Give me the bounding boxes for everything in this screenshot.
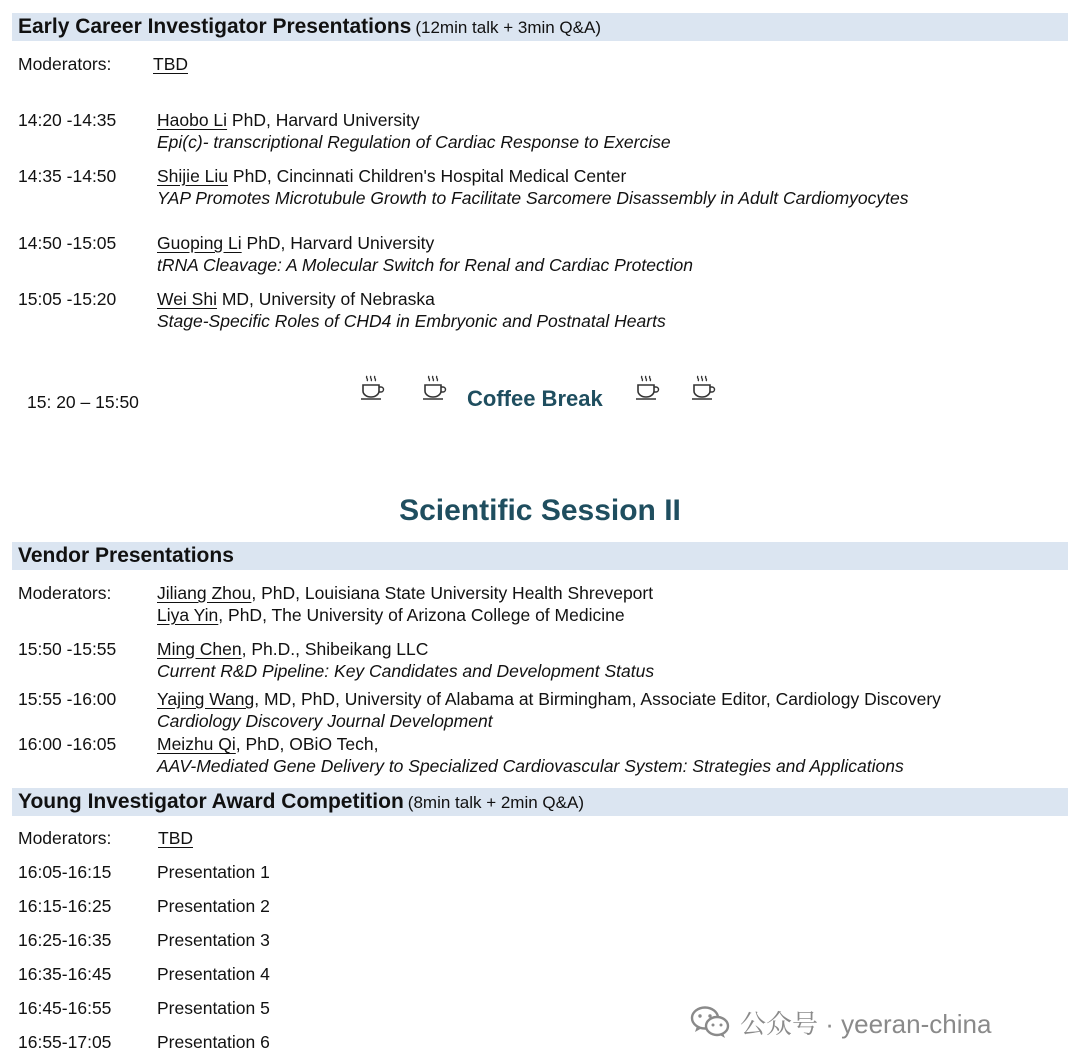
- talk-time: 16:35-16:45: [18, 964, 112, 984]
- talk-time: 16:25-16:35: [18, 930, 112, 950]
- talk-time: 15:55 -16:00: [18, 689, 117, 709]
- talk-time: 15:05 -15:20: [18, 289, 117, 309]
- young-investigator-note: (8min talk + 2min Q&A): [407, 793, 584, 812]
- speaker: [157, 289, 435, 310]
- moderator-name: Jiliang Zhou: [157, 583, 252, 603]
- talk-title: AAV-Mediated Gene Delivery to Specialized Cardiovascular System: Strategies and Applications: [157, 756, 904, 776]
- coffee-time: 15: 20 – 15:50: [27, 392, 139, 412]
- speaker-affiliation: , MD, PhD, University of Alabama at Birmingham, Associate Editor, Cardiology Discovery: [254, 689, 941, 709]
- speaker-affiliation: PhD, Harvard University: [227, 110, 420, 130]
- talk-title: tRNA Cleavage: A Molecular Switch for Renal and Cardiac Protection: [157, 255, 693, 275]
- presentation-label: Presentation 2: [157, 896, 270, 916]
- talk-time: 14:20 -14:35: [18, 110, 117, 130]
- speaker-name: Haobo Li: [157, 110, 228, 130]
- early-moderators-value: TBD: [153, 54, 188, 74]
- presentation-label: Presentation 4: [157, 964, 270, 984]
- session-title: Scientific Session II: [399, 494, 681, 527]
- early-career-title: [18, 15, 601, 39]
- coffee-cup-icon: [634, 374, 660, 404]
- coffee-cup-icon: [359, 374, 385, 404]
- coffee-cup-icon: [421, 374, 447, 404]
- speaker: [157, 689, 941, 710]
- young-investigator-title: [18, 790, 584, 814]
- talk-time: 14:35 -14:50: [18, 166, 117, 186]
- moderator-affiliation: , PhD, The University of Arizona College of Medicine: [218, 605, 625, 625]
- talk-time: 16:45-16:55: [18, 998, 112, 1018]
- early-moderators-label: Moderators:: [18, 54, 112, 74]
- presentation-label: Presentation 3: [157, 930, 270, 950]
- young-investigator-header: [12, 788, 1068, 816]
- talk-time: 16:55-17:05: [18, 1032, 112, 1052]
- moderator-affiliation: , PhD, Louisiana State University Health Shreveport: [251, 583, 654, 603]
- speaker-name: Wei Shi: [157, 289, 217, 309]
- moderator: [157, 605, 625, 626]
- speaker-name: Guoping Li: [157, 233, 242, 253]
- talk-title: Stage-Specific Roles of CHD4 in Embryonic and Postnatal Hearts: [157, 311, 666, 331]
- talk-time: 16:05-16:15: [18, 862, 112, 882]
- speaker-name: Meizhu Qi: [157, 734, 236, 754]
- speaker-name: Yajing Wang: [157, 689, 255, 709]
- moderator: [157, 583, 653, 604]
- young-moderators-value: TBD: [158, 828, 193, 848]
- early-career-header: [12, 13, 1068, 41]
- vendor-title: Vendor Presentations: [18, 544, 234, 567]
- speaker-affiliation: PhD, Cincinnati Children's Hospital Medical Center: [228, 166, 627, 186]
- speaker: [157, 639, 428, 660]
- coffee-cup-icon: [690, 374, 716, 404]
- early-career-note: (12min talk + 3min Q&A): [415, 18, 601, 37]
- talk-time: 14:50 -15:05: [18, 233, 117, 253]
- speaker: [157, 734, 378, 755]
- speaker-name: Ming Chen: [157, 639, 242, 659]
- talk-title: Current R&D Pipeline: Key Candidates and Development Status: [157, 661, 655, 681]
- talk-title: Epi(c)- transcriptional Regulation of Cardiac Response to Exercise: [157, 132, 671, 152]
- talk-time: 16:15-16:25: [18, 896, 112, 916]
- speaker-affiliation: , Ph.D., Shibeikang LLC: [241, 639, 429, 659]
- speaker: [157, 166, 626, 187]
- talk-time: 15:50 -15:55: [18, 639, 117, 659]
- watermark: [690, 1002, 991, 1042]
- young-investigator-title-text: Young Investigator Award Competition: [18, 790, 404, 813]
- speaker-affiliation: PhD, Harvard University: [241, 233, 435, 253]
- talk-time: 16:00 -16:05: [18, 734, 117, 754]
- presentation-label: Presentation 6: [157, 1032, 270, 1052]
- presentation-label: Presentation 1: [157, 862, 270, 882]
- talk-title: Cardiology Discovery Journal Development: [157, 711, 493, 731]
- coffee-break-title: Coffee Break: [467, 386, 603, 411]
- talk-title: YAP Promotes Microtubule Growth to Facilitate Sarcomere Disassembly in Adult Cardiomyocytes: [157, 188, 909, 208]
- speaker-name: Shijie Liu: [157, 166, 229, 186]
- early-career-title-text: Early Career Investigator Presentations: [18, 15, 412, 38]
- presentation-label: Presentation 5: [157, 998, 270, 1018]
- wechat-icon: [690, 1005, 730, 1039]
- vendor-header: [12, 542, 1068, 570]
- speaker: [157, 110, 420, 131]
- young-moderators-label: Moderators:: [18, 828, 112, 848]
- watermark-text: 公众号 · yeeran-china: [740, 1008, 992, 1039]
- speaker-affiliation: , PhD, OBiO Tech,: [235, 734, 379, 754]
- speaker-affiliation: MD, University of Nebraska: [216, 289, 435, 309]
- moderator-name: Liya Yin: [157, 605, 219, 625]
- vendor-moderators-label: Moderators:: [18, 583, 112, 603]
- speaker: [157, 233, 434, 254]
